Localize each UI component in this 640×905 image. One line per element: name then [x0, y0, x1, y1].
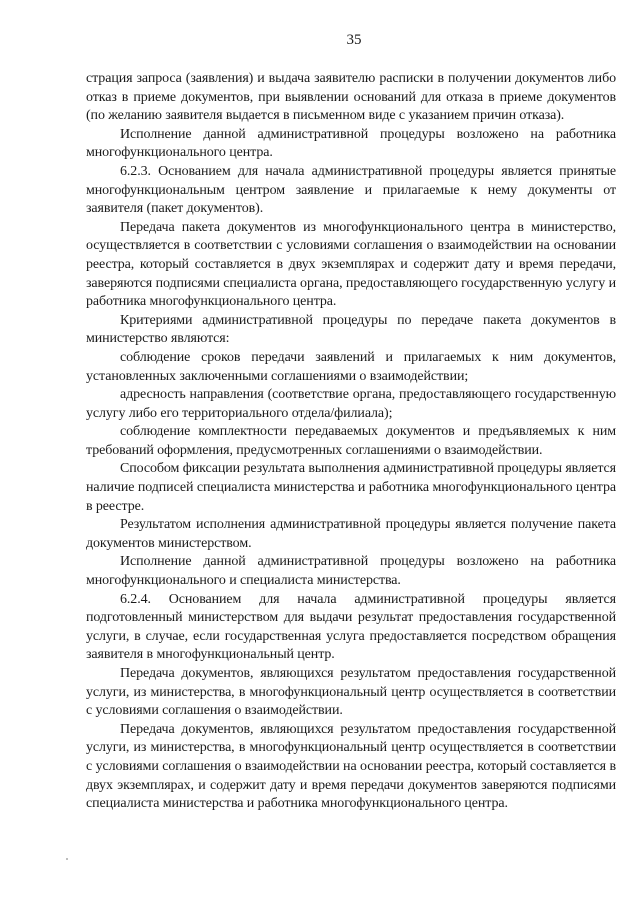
- paragraph-1: страция запроса (заявления) и выдача заявителю расписки в получении документов либо отказ в приеме документов, при выявлении оснований для отказа в приеме документов (по желанию заявителя выдается в письменном виде с указанием причин отказа).: [86, 71, 616, 124]
- paragraph-7: адресность направления (соответствие органа, предоставляющего государственную услугу либо его территориального отдела/филиала);: [86, 387, 616, 421]
- paragraph-3: 6.2.3. Основанием для начала административной процедуры является принятые многофункциональным центром заявление и прилагаемые к нему документы от заявителя (пакет документов).: [86, 163, 616, 217]
- paragraph-2: Исполнение данной административной процедуры возложено на работника многофункционального центра.: [86, 126, 616, 161]
- paragraph-5: Критериями административной процедуры по передаче пакета документов в министерство являются:: [86, 312, 616, 347]
- paragraph-11: Исполнение данной административной процедуры возложено на работника многофункционального и специалиста министерства.: [86, 554, 616, 589]
- paragraph-13: Передача документов, являющихся результатом предоставления государственной услуги, из министерства, в многофункциональный центр осуществляется в соответствии с условиями соглашения о взаимодействии.: [86, 666, 616, 719]
- paragraph-14: Передача документов, являющихся результатом предоставления государственной услуги, из министерства, в многофункциональный центр осуществляется в соответствии с условиями соглашения о взаимодействии на основании реестра, который составляется в двух экземплярах, и содержит дату и время передачи документов заверяются подписями специалиста министерства и работника многофункционального центра.: [86, 721, 616, 812]
- paragraph-9: Способом фиксации результата выполнения административной процедуры является наличие подписей специалиста министерства и работника многофункционального центра в реестре.: [86, 461, 616, 514]
- document-page: [86, 30, 616, 814]
- paragraph-10: Результатом исполнения административной процедуры является получение пакета документов министерством.: [86, 517, 616, 551]
- paragraph-6: соблюдение сроков передачи заявлений и прилагаемых к ним документов, установленных заключенными соглашениями о взаимодействии;: [86, 349, 616, 384]
- paragraph-8: соблюдение комплектности передаваемых документов и предъявляемых к ним требований оформления, предусмотренных соглашениями о взаимодействии.: [86, 424, 616, 458]
- scan-speck: [66, 858, 68, 860]
- paragraph-12: 6.2.4. Основанием для начала административной процедуры является подготовленный министерством для выдачи результат предоставления государственной услуги, в случае, если государственная услуга предоставляется посредством обращения заявителя в многофункциональный центр.: [86, 591, 616, 663]
- page-number: 35: [346, 32, 362, 48]
- paragraph-4: Передача пакета документов из многофункционального центра в министерство, осуществляется в соответствии с условиями соглашения о взаимодействии на основании реестра, который составляется в двух экземплярах и содержит дату и время передачи, заверяются подписями специалиста органа, предоставляющего государственную услугу и работника многофункционального центра.: [86, 219, 616, 310]
